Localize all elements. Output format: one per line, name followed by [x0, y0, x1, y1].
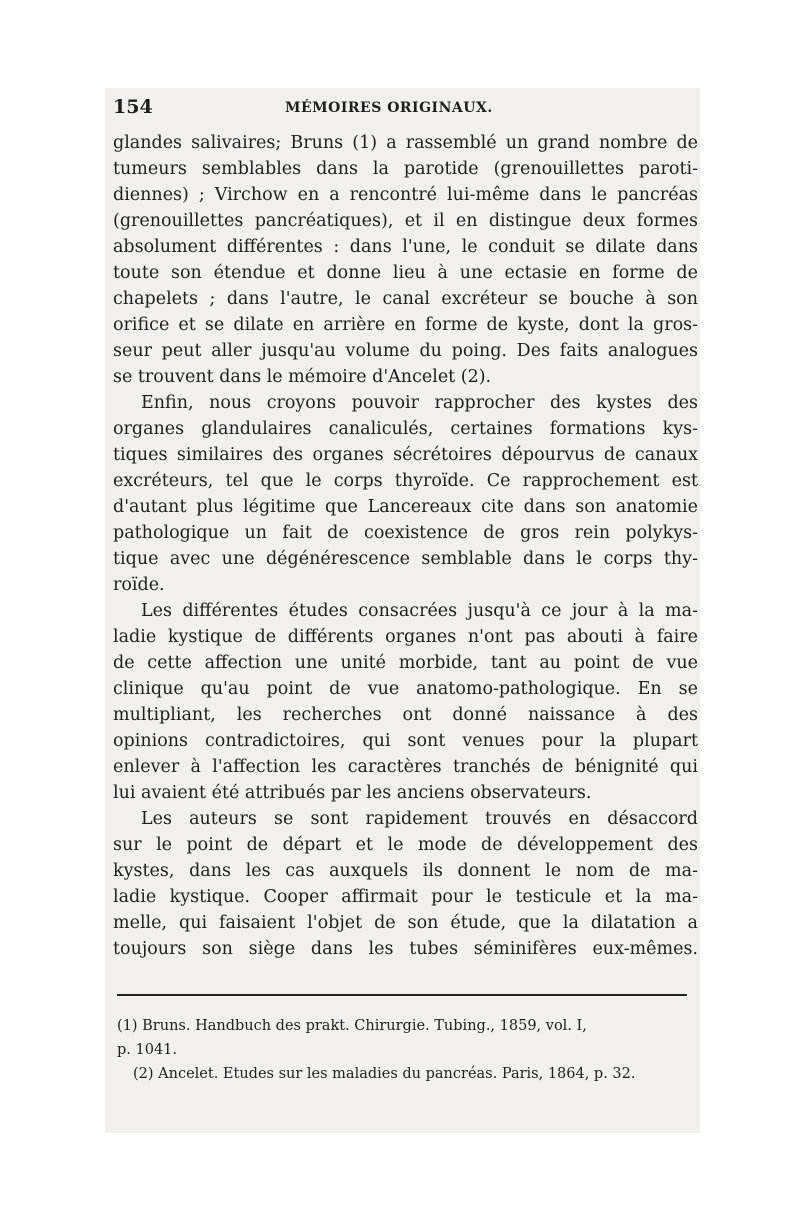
- text-line: tique avec une dégénérescence semblable dans le corps thy-: [113, 549, 698, 569]
- body-text: [113, 130, 698, 962]
- text-line: sur le point de départ et le mode de développement des: [113, 835, 698, 855]
- page-number: 154: [113, 96, 153, 118]
- footnote: (1) Bruns. Handbuch des prakt. Chirurgie. Tubing., 1859, vol. I,: [117, 1018, 587, 1034]
- text-line: Les différentes études consacrées jusqu'à ce jour à la ma-: [141, 601, 698, 621]
- text-line: glandes salivaires; Bruns (1) a rassemblé un grand nombre de: [113, 133, 698, 153]
- paragraph: [113, 390, 698, 598]
- text-line: kystes, dans les cas auxquels ils donnent le nom de ma-: [113, 861, 698, 881]
- text-line: clinique qu'au point de vue anatomo-pathologique. En se: [113, 679, 698, 699]
- text-line: chapelets ; dans l'autre, le canal excréteur se bouche à son: [113, 289, 698, 309]
- text-line: roïde.: [113, 575, 165, 595]
- text-line: organes glandulaires canaliculés, certaines formations kys-: [113, 419, 698, 439]
- text-line: tiques similaires des organes sécrétoires dépourvus de canaux: [113, 445, 698, 465]
- text-line: toute son étendue et donne lieu à une ectasie en forme de: [113, 263, 698, 283]
- text-line: pathologique un fait de coexistence de gros rein polykys-: [113, 523, 698, 543]
- text-line: excréteurs, tel que le corps thyroïde. Ce rapprochement est: [113, 471, 698, 491]
- text-line: de cette affection une unité morbide, tant au point de vue: [113, 653, 698, 673]
- text-line: ladie kystique. Cooper affirmait pour le testicule et la ma-: [113, 887, 698, 907]
- text-line: se trouvent dans le mémoire d'Ancelet (2).: [113, 367, 492, 387]
- text-line: opinions contradictoires, qui sont venues pour la plupart: [113, 731, 698, 751]
- text-line: Enfin, nous croyons pouvoir rapprocher des kystes des: [141, 393, 698, 413]
- text-line: Les auteurs se sont rapidement trouvés en désaccord: [141, 809, 698, 829]
- text-line: melle, qui faisaient l'objet de son étude, que la dilatation a: [113, 913, 698, 933]
- running-head: MÉMOIRES ORIGINAUX.: [285, 100, 493, 116]
- footnote-divider: [117, 994, 687, 996]
- paragraph: [113, 130, 698, 390]
- text-line: absolument différentes : dans l'une, le conduit se dilate dans: [113, 237, 698, 257]
- text-line: (grenouillettes pancréatiques), et il en distingue deux formes: [113, 211, 698, 231]
- footnote: (2) Ancelet. Etudes sur les maladies du pancréas. Paris, 1864, p. 32.: [133, 1066, 636, 1082]
- text-line: lui avaient été attribués par les anciens observateurs.: [113, 783, 592, 803]
- text-line: tumeurs semblables dans la parotide (grenouillettes paroti-: [113, 159, 698, 179]
- text-line: multipliant, les recherches ont donné naissance à des: [113, 705, 698, 725]
- footnote: p. 1041.: [117, 1042, 178, 1058]
- book-page: [105, 88, 700, 1133]
- text-line: enlever à l'affection les caractères tranchés de bénignité qui: [113, 757, 698, 777]
- page-header: [105, 88, 700, 118]
- text-line: ladie kystique de différents organes n'ont pas abouti à faire: [113, 627, 698, 647]
- footnotes: [113, 1014, 698, 1086]
- paragraph: [113, 806, 698, 962]
- text-line: toujours son siège dans les tubes séminifères eux-mêmes.: [113, 939, 698, 959]
- text-line: seur peut aller jusqu'au volume du poing. Des faits analogues: [113, 341, 698, 361]
- text-line: d'autant plus légitime que Lancereaux cite dans son anatomie: [113, 497, 698, 517]
- text-line: orifice et se dilate en arrière en forme de kyste, dont la gros-: [113, 315, 698, 335]
- paragraph: [113, 598, 698, 806]
- text-line: diennes) ; Virchow en a rencontré lui-même dans le pancréas: [113, 185, 698, 205]
